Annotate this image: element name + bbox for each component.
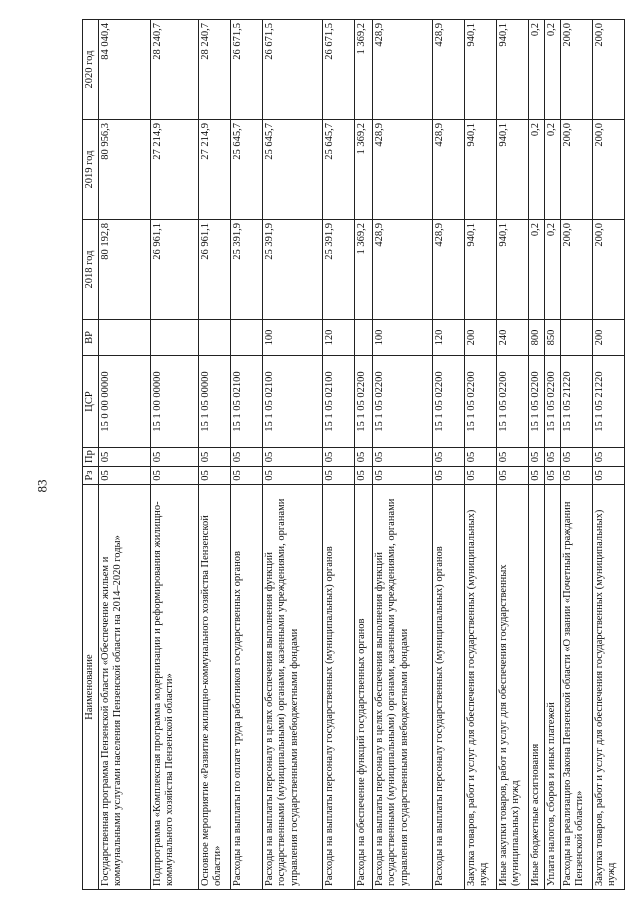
row-2019: 1 369,2	[355, 120, 373, 220]
row-2020: 428,9	[373, 20, 433, 120]
row-rz: 05	[561, 467, 593, 485]
row-csr: 15 1 05 02100	[263, 356, 323, 448]
row-2020: 26 671,5	[323, 20, 355, 120]
header-row	[83, 20, 99, 890]
row-name: Расходы на выплаты по оплате труда работников государственных органов	[231, 485, 263, 890]
table-row	[497, 20, 529, 890]
row-pr: 05	[465, 448, 497, 467]
row-rz: 05	[373, 467, 433, 485]
table-row	[231, 20, 263, 890]
row-2018: 0,2	[529, 220, 545, 320]
row-csr: 15 1 05 02200	[465, 356, 497, 448]
row-csr: 15 1 05 02200	[529, 356, 545, 448]
row-2019: 0,2	[545, 120, 561, 220]
row-csr: 15 1 05 02100	[323, 356, 355, 448]
row-vr	[199, 320, 231, 356]
row-vr: 100	[263, 320, 323, 356]
row-2020: 200,0	[593, 20, 625, 120]
row-rz: 05	[465, 467, 497, 485]
row-csr: 15 1 00 00000	[151, 356, 199, 448]
row-2019: 25 645,7	[231, 120, 263, 220]
row-rz: 05	[323, 467, 355, 485]
row-2020: 1 369,2	[355, 20, 373, 120]
row-csr: 15 1 05 21220	[593, 356, 625, 448]
row-name: Расходы на выплаты персоналу государственных (муниципальных) органов	[323, 485, 355, 890]
row-2018: 25 391,9	[231, 220, 263, 320]
row-name: Расходы на выплаты персоналу государственных (муниципальных) органов	[433, 485, 465, 890]
row-2019: 27 214,9	[151, 120, 199, 220]
row-pr: 05	[497, 448, 529, 467]
row-name: Подпрограмма «Комплексная программа модернизации и реформирования жилищно-коммунального хозяйства Пензенской области»	[151, 485, 199, 890]
row-name: Расходы на обеспечение функций государственных органов	[355, 485, 373, 890]
row-2018: 940,1	[497, 220, 529, 320]
row-rz: 05	[497, 467, 529, 485]
row-vr: 120	[323, 320, 355, 356]
row-csr: 15 1 05 00000	[199, 356, 231, 448]
row-2018: 26 961,1	[199, 220, 231, 320]
row-2018: 940,1	[465, 220, 497, 320]
row-rz: 05	[231, 467, 263, 485]
row-vr: 240	[497, 320, 529, 356]
row-rz: 05	[529, 467, 545, 485]
table-row	[199, 20, 231, 890]
header-2019: 2019 год	[83, 120, 99, 220]
row-vr: 800	[529, 320, 545, 356]
row-rz: 05	[263, 467, 323, 485]
row-2019: 25 645,7	[323, 120, 355, 220]
header-rz: Рз	[83, 467, 99, 485]
row-csr: 15 1 05 02200	[433, 356, 465, 448]
row-2020: 26 671,5	[263, 20, 323, 120]
row-vr	[355, 320, 373, 356]
table-row	[323, 20, 355, 890]
row-vr	[561, 320, 593, 356]
row-vr	[151, 320, 199, 356]
row-2019: 940,1	[497, 120, 529, 220]
row-rz: 05	[151, 467, 199, 485]
row-csr: 15 1 05 02200	[497, 356, 529, 448]
row-2019: 428,9	[433, 120, 465, 220]
budget-table-container	[82, 20, 618, 890]
header-vr: ВР	[83, 320, 99, 356]
row-2019: 200,0	[593, 120, 625, 220]
row-pr: 05	[355, 448, 373, 467]
row-pr: 05	[529, 448, 545, 467]
row-pr: 05	[231, 448, 263, 467]
header-pr: Пр	[83, 448, 99, 467]
row-vr: 200	[465, 320, 497, 356]
row-pr: 05	[323, 448, 355, 467]
row-pr: 05	[593, 448, 625, 467]
row-name: Расходы на выплаты персоналу в целях обеспечения выполнения функций государственными (муниципальными) органами, казенными учреждениями, органами управления государственными внебюджетными фондами	[373, 485, 433, 890]
row-name: Уплата налогов, сборов и иных платежей	[545, 485, 561, 890]
header-2020: 2020 год	[83, 20, 99, 120]
row-vr: 200	[593, 320, 625, 356]
row-name: Закупка товаров, работ и услуг для обеспечения государственных (муниципальных) нужд	[465, 485, 497, 890]
row-2018: 25 391,9	[323, 220, 355, 320]
row-csr: 15 1 05 21220	[561, 356, 593, 448]
row-name: Основное мероприятие «Развитие жилищно-коммунального хозяйства Пензенской области»	[199, 485, 231, 890]
table-row	[465, 20, 497, 890]
row-2020: 940,1	[497, 20, 529, 120]
row-2018: 200,0	[593, 220, 625, 320]
row-csr: 15 1 05 02200	[373, 356, 433, 448]
row-2018: 80 192,8	[99, 220, 151, 320]
table-row	[373, 20, 433, 890]
row-2019: 25 645,7	[263, 120, 323, 220]
table-row	[529, 20, 545, 890]
row-csr: 15 1 05 02100	[231, 356, 263, 448]
row-csr: 15 0 00 00000	[99, 356, 151, 448]
row-name: Расходы на реализацию Закона Пензенской области «О звании «Почетный гражданин Пензенской области»	[561, 485, 593, 890]
row-2018: 428,9	[433, 220, 465, 320]
row-2020: 26 671,5	[231, 20, 263, 120]
row-pr: 05	[199, 448, 231, 467]
table-row	[99, 20, 151, 890]
row-vr	[231, 320, 263, 356]
row-2018: 25 391,9	[263, 220, 323, 320]
row-2019: 200,0	[561, 120, 593, 220]
row-2018: 200,0	[561, 220, 593, 320]
row-2019: 80 956,3	[99, 120, 151, 220]
row-vr	[99, 320, 151, 356]
row-pr: 05	[545, 448, 561, 467]
row-pr: 05	[373, 448, 433, 467]
row-2018: 26 961,1	[151, 220, 199, 320]
row-name: Иные бюджетные ассигнования	[529, 485, 545, 890]
row-vr: 120	[433, 320, 465, 356]
row-rz: 05	[593, 467, 625, 485]
row-2020: 0,2	[529, 20, 545, 120]
table-row	[151, 20, 199, 890]
table-row	[545, 20, 561, 890]
row-rz: 05	[433, 467, 465, 485]
table-row	[355, 20, 373, 890]
row-name: Расходы на выплаты персоналу в целях обеспечения выполнения функций государственными (муниципальными) органами, казенными учреждениями, органами управления государственными внебюджетными фондами	[263, 485, 323, 890]
row-pr: 05	[561, 448, 593, 467]
table-row	[433, 20, 465, 890]
row-2020: 428,9	[433, 20, 465, 120]
page-number: 83	[34, 479, 50, 493]
row-pr: 05	[433, 448, 465, 467]
table-header	[83, 20, 99, 890]
table-row	[561, 20, 593, 890]
row-2019: 428,9	[373, 120, 433, 220]
row-2020: 28 240,7	[151, 20, 199, 120]
header-name: Наименование	[83, 485, 99, 890]
row-2018: 1 369,2	[355, 220, 373, 320]
row-name: Закупка товаров, работ и услуг для обеспечения государственных (муниципальных) нужд	[593, 485, 625, 890]
row-2020: 28 240,7	[199, 20, 231, 120]
header-2018: 2018 год	[83, 220, 99, 320]
row-csr: 15 1 05 02200	[355, 356, 373, 448]
header-csr: ЦСР	[83, 356, 99, 448]
row-2019: 0,2	[529, 120, 545, 220]
row-2020: 0,2	[545, 20, 561, 120]
row-rz: 05	[199, 467, 231, 485]
row-2019: 940,1	[465, 120, 497, 220]
row-2019: 27 214,9	[199, 120, 231, 220]
row-rz: 05	[355, 467, 373, 485]
row-rz: 05	[545, 467, 561, 485]
table-row	[593, 20, 625, 890]
row-name: Государственная программа Пензенской области «Обеспечение жильем и коммунальными услугами населения Пензенской области на 2014–2020 годы»	[99, 485, 151, 890]
row-csr: 15 1 05 02200	[545, 356, 561, 448]
row-2020: 200,0	[561, 20, 593, 120]
table-body	[99, 20, 625, 890]
budget-table	[82, 19, 625, 890]
row-2018: 0,2	[545, 220, 561, 320]
row-2018: 428,9	[373, 220, 433, 320]
row-2020: 940,1	[465, 20, 497, 120]
row-2020: 84 040,4	[99, 20, 151, 120]
row-pr: 05	[99, 448, 151, 467]
row-vr: 100	[373, 320, 433, 356]
row-pr: 05	[263, 448, 323, 467]
row-pr: 05	[151, 448, 199, 467]
table-row	[263, 20, 323, 890]
row-rz: 05	[99, 467, 151, 485]
row-vr: 850	[545, 320, 561, 356]
row-name: Иные закупки товаров, работ и услуг для обеспечения государственных (муниципальных) нужд	[497, 485, 529, 890]
